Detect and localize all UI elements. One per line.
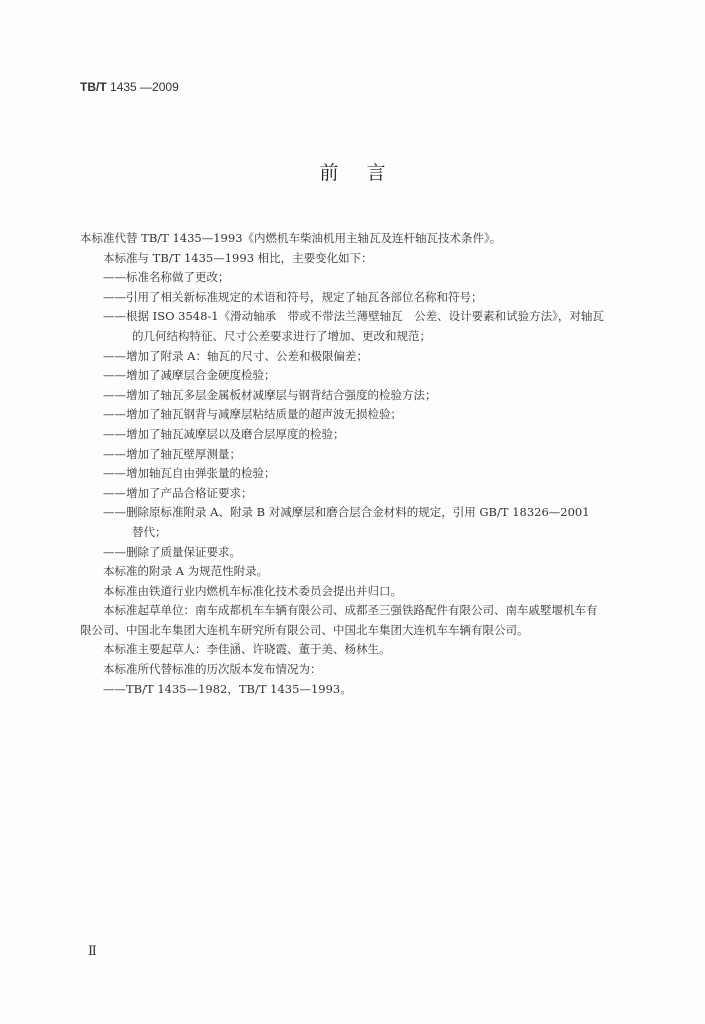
change-item: ——删除了质量保证要求。 [103,544,241,559]
change-item: ——引用了相关新标准规定的术语和符号，规定了轴瓦各部位名称和符号； [103,289,483,304]
change-item-continued: 的几何结构特征、尺寸公差要求进行了增加、更改和规范； [132,328,431,343]
change-item: ——标准名称做了更改； [103,270,230,285]
page-title: 前言 [319,162,414,184]
body-line: 本标准主要起草人：李佳涵、许晓霞、董于美、杨林生。 [103,642,391,657]
body-line: 本标准代替 TB/T 1435—1993《内燃机车柴油机用主轴瓦及连杆轴瓦技术条件》。 [80,231,502,245]
change-item: ——增加了轴瓦减摩层以及磨合层厚度的检验； [103,426,345,441]
body-line: 本标准起草单位：南车成都机车车辆有限公司、成都圣三强铁路配件有限公司、南车戚墅堰机车有 [103,603,598,618]
change-item: ——增加了产品合格证要求； [103,485,253,500]
change-item: ——增加了轴瓦壁厚测量； [103,446,241,461]
body-line-continued: 限公司、中国北车集团大连机车研究所有限公司、中国北车集团大连机车车辆有限公司。 [80,622,529,637]
body-line: 本标准的附录 A 为规范性附录。 [103,564,269,579]
body-line: 本标准所代替标准的历次版本发布情况为： [103,662,322,677]
change-item: ——增加了轴瓦钢背与减摩层粘结质量的超声波无损检验； [103,407,402,422]
change-item: ——增加轴瓦自由弹张量的检验； [103,466,276,481]
change-item: ——增加了减摩层合金硬度检验； [103,368,276,383]
standard-header [80,80,179,94]
page-number: Ⅱ [88,944,97,959]
standard-number: 1435 —2009 [110,80,179,94]
change-item: ——增加了附录 A：轴瓦的尺寸、公差和极限偏差； [103,348,368,363]
change-item: ——TB/T 1435—1982，TB/T 1435—1993。 [103,681,352,696]
body-line: 本标准由铁道行业内燃机车标准化技术委员会提出并归口。 [103,583,402,598]
change-item: ——增加了轴瓦多层金属板材减摩层与钢背结合强度的检验方法； [103,387,437,402]
change-item: ——删除原标准附录 A、附录 B 对减摩层和磨合层合金材料的规定，引用 GB/T 18326—2001 [103,505,590,520]
change-item: ——根据 ISO 3548-1《滑动轴承 带或不带法兰薄壁轴瓦 公差、设计要素和试验方法》，对轴瓦 [103,309,604,324]
standard-code: TB/T [80,80,107,94]
foreword-body [80,229,640,699]
change-item-continued: 替代； [132,524,167,539]
body-line: 本标准与 TB/T 1435—1993 相比，主要变化如下： [103,250,373,265]
